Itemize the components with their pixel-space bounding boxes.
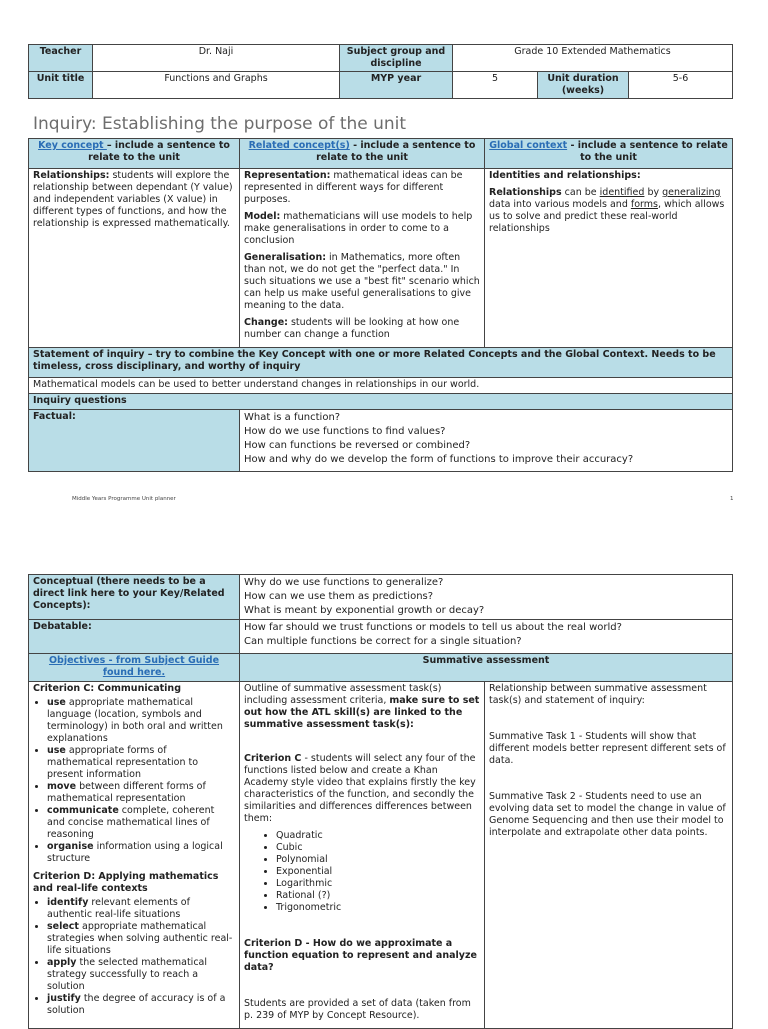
subject-label: Subject group and discipline bbox=[340, 45, 453, 72]
criterion-item bbox=[47, 781, 235, 805]
function-item: • Quadratic bbox=[276, 830, 480, 842]
key-concept-heading-text: – include a sentence to relate to the unit bbox=[88, 140, 230, 163]
function-item: • Cubic bbox=[276, 842, 480, 854]
related-text: mathematical ideas can be represented in different ways for different purposes. bbox=[244, 170, 463, 205]
related-text: mathematicians will use models to help make generalisations in order to come to a conclusion bbox=[244, 211, 473, 246]
global-context-heading-text: - include a sentence to relate to the unit bbox=[567, 140, 728, 163]
global-context-text bbox=[489, 187, 728, 235]
planner-page-2 bbox=[0, 550, 768, 1024]
function-item: • Trigonometric bbox=[276, 902, 480, 914]
related-text: in Mathematics, more often than not, we do not get the "perfect data." In such situations we use a "best fit" scenario which can help us make useful generalisations to give meaning to the data. bbox=[244, 252, 480, 311]
criterion-item bbox=[47, 921, 235, 957]
relationship-heading: Relationship between summative assessment task(s) and statement of inquiry: bbox=[489, 683, 707, 706]
global-context-cell bbox=[485, 169, 733, 348]
criterion-c-list bbox=[33, 697, 235, 865]
conceptual-question: Why do we use functions to generalize? bbox=[244, 577, 444, 588]
page-gap bbox=[0, 510, 768, 550]
criterion-item bbox=[47, 841, 235, 865]
teacher-label: Teacher bbox=[29, 45, 93, 72]
criterion-verb: use bbox=[47, 697, 66, 708]
function-item: • Logarithmic bbox=[276, 878, 480, 890]
criterion-item bbox=[47, 993, 235, 1017]
debatable-label: Debatable: bbox=[29, 620, 240, 654]
related-concepts-cell bbox=[240, 169, 485, 348]
gc-word: can be bbox=[561, 187, 600, 198]
gc-word: identified bbox=[599, 187, 645, 198]
summative-assessment-heading: Summative assessment bbox=[240, 654, 733, 682]
gc-word: , which allows us to solve and predict these real-world relationships bbox=[489, 199, 725, 234]
inquiry-table bbox=[28, 138, 733, 472]
related-term: Generalisation: bbox=[244, 252, 327, 263]
gc-word: data into various models and bbox=[489, 199, 631, 210]
related-item bbox=[244, 170, 480, 206]
planner-page-1 bbox=[0, 0, 768, 510]
criterion-text: appropriate forms of mathematical representation to present information bbox=[47, 745, 199, 780]
unit-title-value: Functions and Graphs bbox=[93, 72, 340, 99]
criterion-c-task bbox=[244, 753, 480, 825]
summative-task-2: Summative Task 2 - Students need to use an evolving data set to model the change in value of Genome Sequencing and then use their model to interpolate and extrapolate other data points. bbox=[489, 791, 726, 838]
criterion-c-heading: Criterion C: Communicating bbox=[33, 683, 181, 694]
factual-question: How and why do we develop the form of functions to improve their accuracy? bbox=[244, 454, 634, 465]
criterion-verb: select bbox=[47, 921, 79, 932]
criterion-c-task-label: Criterion C bbox=[244, 753, 302, 764]
criterion-text: appropriate mathematical language (location, symbols and terminology) in both oral and written explanations bbox=[47, 697, 223, 744]
inquiry-section-title: Inquiry: Establishing the purpose of the unit bbox=[33, 114, 407, 134]
summative-task-cell bbox=[240, 682, 485, 1029]
criterion-verb: identify bbox=[47, 897, 89, 908]
myp-year-value: 5 bbox=[453, 72, 538, 99]
criterion-text: information using a logical structure bbox=[47, 841, 223, 864]
page-number: 1 bbox=[730, 496, 734, 502]
gc-word: generalizing bbox=[662, 187, 721, 198]
criterion-item bbox=[47, 897, 235, 921]
criterion-text: complete, coherent and concise mathematical lines of reasoning bbox=[47, 805, 215, 840]
related-concepts-heading bbox=[240, 139, 485, 169]
statement-of-inquiry-heading: Statement of inquiry – try to combine the Key Concept with one or more Related Concepts and the Global Context. Needs to be timeless, cross disciplinary, and worthy of inquiry bbox=[29, 348, 733, 378]
inquiry-questions-heading: Inquiry questions bbox=[29, 394, 733, 410]
related-concepts-heading-text: - include a sentence to relate to the unit bbox=[316, 140, 476, 163]
criterion-d-task-heading: Criterion D - How do we approximate a function equation to represent and analyze data? bbox=[244, 938, 477, 973]
task-outline-bold: make sure to set out how the ATL skill(s) are linked to the summative assessment task(s): bbox=[244, 695, 480, 730]
global-context-subheading: Identities and relationships: bbox=[489, 170, 641, 181]
debatable-question: Can multiple functions be correct for a single situation? bbox=[244, 636, 522, 647]
subject-value: Grade 10 Extended Mathematics bbox=[453, 45, 733, 72]
criterion-d-list bbox=[33, 897, 235, 1017]
related-item bbox=[244, 317, 480, 341]
conceptual-question: What is meant by exponential growth or decay? bbox=[244, 605, 485, 616]
objectives-cell bbox=[29, 682, 240, 1029]
function-list bbox=[244, 830, 480, 914]
criterion-text: the selected mathematical strategy successfully to reach a solution bbox=[47, 957, 208, 992]
unit-title-label: Unit title bbox=[29, 72, 93, 99]
criterion-item bbox=[47, 805, 235, 841]
criterion-item bbox=[47, 697, 235, 745]
related-text: students will be looking at how one number can change a function bbox=[244, 317, 460, 340]
criterion-verb: move bbox=[47, 781, 77, 792]
related-term: Representation: bbox=[244, 170, 331, 181]
task-outline bbox=[244, 683, 480, 731]
criterion-d-task-text: Students are provided a set of data (taken from p. 239 of MYP by Concept Resource). bbox=[244, 998, 471, 1021]
related-term: Change: bbox=[244, 317, 288, 328]
gc-word: by bbox=[644, 187, 663, 198]
key-concept-heading bbox=[29, 139, 240, 169]
criterion-verb: apply bbox=[47, 957, 77, 968]
criterion-item bbox=[47, 957, 235, 993]
criterion-verb: communicate bbox=[47, 805, 119, 816]
criterion-text: relevant elements of authentic real-life situations bbox=[47, 897, 190, 920]
key-concept-cell bbox=[29, 169, 240, 348]
page-footer: Middle Years Programme Unit planner bbox=[72, 496, 176, 502]
factual-question: What is a function? bbox=[244, 412, 341, 423]
criterion-text: the degree of accuracy is of a solution bbox=[47, 993, 226, 1016]
summative-task-1: Summative Task 1 - Students will show that different models better represent different sets of data. bbox=[489, 731, 726, 766]
conceptual-label: Conceptual (there needs to be a direct link here to your Key/Related Concepts): bbox=[29, 575, 240, 620]
myp-year-label: MYP year bbox=[340, 72, 453, 99]
related-item bbox=[244, 252, 480, 312]
unit-duration-value: 5-6 bbox=[629, 72, 733, 99]
unit-duration-label: Unit duration (weeks) bbox=[538, 72, 629, 99]
function-item: • Rational (?) bbox=[276, 890, 480, 902]
key-concept-term: Relationships: bbox=[33, 170, 110, 181]
related-term: Model: bbox=[244, 211, 281, 222]
conceptual-question: How can we use them as predictions? bbox=[244, 591, 434, 602]
debatable-question: How far should we trust functions or models to tell us about the real world? bbox=[244, 622, 622, 633]
function-item: • Exponential bbox=[276, 866, 480, 878]
factual-question: How can functions be reversed or combined? bbox=[244, 440, 471, 451]
inquiry-assessment-table bbox=[28, 574, 733, 1029]
gc-word: forms bbox=[630, 199, 658, 210]
objectives-link[interactable]: Objectives - from Subject Guide found here. bbox=[48, 655, 220, 678]
related-item bbox=[244, 211, 480, 247]
debatable-questions-cell bbox=[240, 620, 733, 654]
factual-question: How do we use functions to find values? bbox=[244, 426, 446, 437]
conceptual-questions-cell bbox=[240, 575, 733, 620]
statement-of-inquiry-text: Mathematical models can be used to better understand changes in relationships in our world. bbox=[29, 378, 733, 394]
function-item: • Polynomial bbox=[276, 854, 480, 866]
criterion-verb: organise bbox=[47, 841, 94, 852]
global-context-heading bbox=[485, 139, 733, 169]
gc-word: Relationships bbox=[489, 187, 562, 198]
criterion-d-heading: Criterion D: Applying mathematics and real-life contexts bbox=[33, 871, 219, 894]
key-concept-text: students will explore the relationship between dependant (Y value) and independent variables (X value) in different types of functions, and how the relationship is expressed mathematically. bbox=[33, 170, 233, 229]
factual-label: Factual: bbox=[29, 410, 240, 472]
relationship-cell bbox=[485, 682, 733, 1029]
criterion-c-task-text: - students will select any four of the functions listed below and create a Khan Academy style video that explains firstly the key characteristics of the function, and secondly the similarities and differences differences between them: bbox=[244, 753, 476, 824]
global-context-link[interactable]: Global context bbox=[489, 140, 568, 151]
related-concepts-link[interactable]: Related concept(s) bbox=[248, 140, 350, 151]
factual-questions-cell bbox=[240, 410, 733, 472]
key-concept-link[interactable]: Key concept bbox=[38, 140, 107, 151]
teacher-value: Dr. Naji bbox=[93, 45, 340, 72]
unit-header-table bbox=[28, 44, 733, 99]
task-outline-text: Outline of summative assessment task(s) including assessment criteria, bbox=[244, 683, 442, 706]
criterion-verb: use bbox=[47, 745, 66, 756]
objectives-heading bbox=[29, 654, 240, 682]
criterion-text: appropriate mathematical strategies when solving authentic real-life situations bbox=[47, 921, 233, 956]
criterion-text: between different forms of mathematical representation bbox=[47, 781, 206, 804]
criterion-item bbox=[47, 745, 235, 781]
criterion-verb: justify bbox=[47, 993, 81, 1004]
